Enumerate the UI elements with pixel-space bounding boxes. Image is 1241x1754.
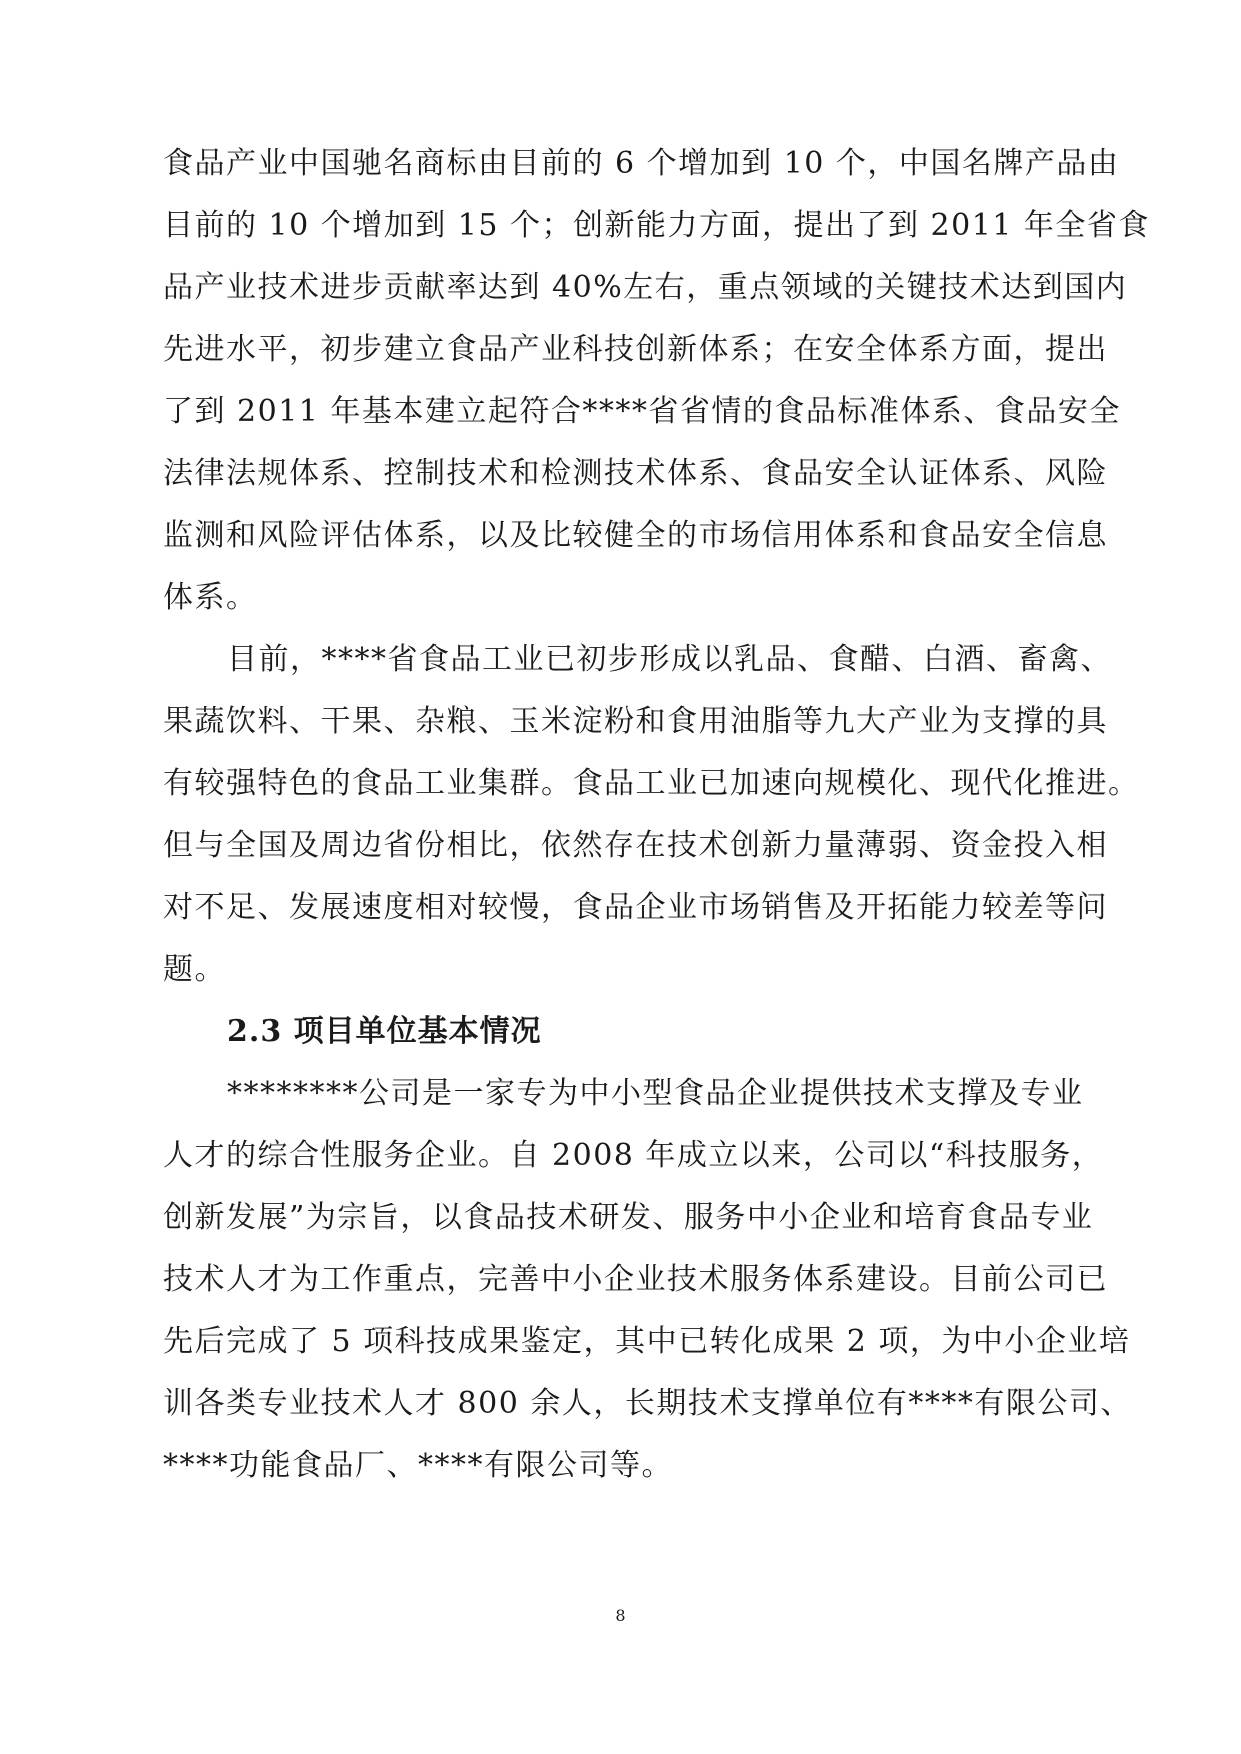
paragraph-1-line-6: 法律法规体系、控制技术和检测技术体系、食品安全认证体系、风险 [163,456,1108,491]
section-heading: 2.3 项目单位基本情况 [227,1014,542,1049]
paragraph-1-line-3: 品产业技术进步贡献率达到 40%左右，重点领域的关键技术达到国内 [163,270,1128,305]
paragraph-3-line-5: 先后完成了 5 项科技成果鉴定，其中已转化成果 2 项，为中小企业培 [163,1324,1131,1359]
paragraph-2-line-4: 但与全国及周边省份相比，依然存在技术创新力量薄弱、资金投入相 [163,828,1108,863]
paragraph-1-line-2: 目前的 10 个增加到 15 个；创新能力方面，提出了到 2011 年全省食 [163,208,1150,243]
page-number: 8 [615,1606,626,1625]
paragraph-1-line-4: 先进水平，初步建立食品产业科技创新体系；在安全体系方面，提出 [163,332,1108,367]
paragraph-1-line-8: 体系。 [163,580,258,615]
paragraph-2-line-3: 有较强特色的食品工业集群。食品工业已加速向规模化、现代化推进。 [163,766,1140,801]
paragraph-2-line-5: 对不足、发展速度相对较慢，食品企业市场销售及开拓能力较差等问 [163,890,1108,925]
paragraph-1-line-1: 食品产业中国驰名商标由目前的 6 个增加到 10 个，中国名牌产品由 [163,146,1120,181]
paragraph-2-line-6: 题。 [163,952,226,987]
paragraph-3-line-7: ****功能食品厂、****有限公司等。 [163,1448,673,1483]
paragraph-3-line-4: 技术人才为工作重点，完善中小企业技术服务体系建设。目前公司已 [163,1262,1108,1297]
paragraph-2-line-2: 果蔬饮料、干果、杂粮、玉米淀粉和食用油脂等九大产业为支撑的具 [163,704,1108,739]
paragraph-3-line-3: 创新发展”为宗旨，以食品技术研发、服务中小企业和培育食品专业 [163,1200,1094,1235]
paragraph-3-line-1: ********公司是一家专为中小型食品企业提供技术支撑及专业 [227,1076,1084,1111]
paragraph-3-line-2: 人才的综合性服务企业。自 2008 年成立以来，公司以“科技服务， [163,1138,1104,1173]
paragraph-1-line-7: 监测和风险评估体系，以及比较健全的市场信用体系和食品安全信息 [163,518,1108,553]
paragraph-1-line-5: 了到 2011 年基本建立起符合****省省情的食品标准体系、食品安全 [163,394,1121,429]
paragraph-3-line-6: 训各类专业技术人才 800 余人，长期技术支撑单位有****有限公司、 [163,1386,1132,1421]
paragraph-2-line-1: 目前，****省食品工业已初步形成以乳品、食醋、白酒、畜禽、 [227,642,1112,677]
